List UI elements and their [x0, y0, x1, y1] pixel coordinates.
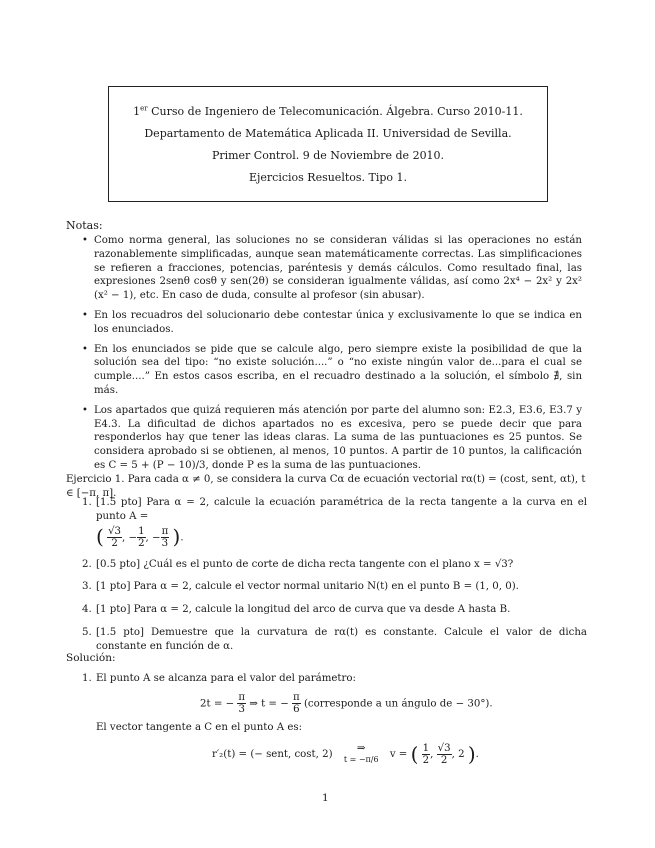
fraction: $\frac{√3}{2}$ — [437, 742, 451, 766]
fraction: $\frac{\pi}{3}$ — [161, 525, 169, 549]
header-ordinal: 1 — [133, 104, 141, 118]
exercise-item — [82, 558, 587, 572]
right-paren: ) — [467, 742, 476, 766]
right-paren: ) — [172, 524, 181, 549]
exercise-item-text: [1.5 pto] Para α = 2, calcule la ecuación paramétrica de la recta tangente a la curva en el punto A = — [96, 497, 587, 522]
exercise-item-number: 4. — [82, 604, 92, 616]
exercise-statement: Ejercicio 1. Para cada α ≠ 0, se considera la curva Cα de ecuación vectorial rα(t) = (cost, sent, αt), t ∈ [−π, π]. — [66, 474, 586, 499]
notes-list — [82, 234, 582, 479]
fraction: $\frac{\pi}{6}$ — [293, 692, 300, 715]
left-paren: ( — [410, 742, 419, 766]
solution-title: Solución: — [66, 652, 116, 664]
exercise-item-text: [0.5 pto] ¿Cuál es el punto de corte de dicha recta tangente con el plano x = √3? — [96, 558, 514, 570]
header-department-line: Departamento de Matemática Aplicada II. Universidad de Sevilla. — [144, 126, 512, 140]
left-paren: ( — [96, 524, 104, 549]
exercise-item — [82, 580, 587, 594]
solution-item — [82, 672, 587, 686]
exercise-item-number: 1. — [82, 497, 92, 508]
fraction: $\frac{1}{2}$ — [138, 525, 145, 549]
equation-text: 2t = − — [200, 698, 235, 710]
equation-text: 2 — [458, 749, 465, 760]
exercise-item-text: [1 pto] Para α = 2, calcule la longitud del arco de curva que va desde A hasta B. — [96, 604, 511, 616]
header-course-line — [133, 105, 523, 118]
header-ordinal-sup: er — [140, 103, 148, 112]
equation-text: v = — [389, 749, 408, 760]
solution-item-number: 1. — [82, 673, 92, 684]
exercise-item — [82, 603, 587, 617]
exercise-item-text: [1 pto] Para α = 2, calcule el vector normal unitario N(t) en el punto B = (1, 0, 0). — [96, 581, 519, 593]
tangent-vector-text: El vector tangente a C en el punto A es: — [96, 722, 303, 733]
page-number: 1 — [322, 792, 329, 804]
exercise-items — [82, 496, 587, 663]
parameter-equation — [200, 692, 493, 715]
header-type-line: Ejercicios Resueltos. Tipo 1. — [248, 170, 408, 184]
implies-with-condition: ⇒ t = −π/6 — [343, 743, 379, 764]
header-box — [108, 86, 548, 202]
header-exam-line: Primer Control. 9 de Noviembre de 2010. — [211, 148, 445, 162]
fraction: $\frac{√3}{2}$ — [108, 525, 122, 549]
exercise-item-text: [1.5 pto] Demuestre que la curvatura de rα(t) es constante. Calcule el valor de dicha constante en función de α. — [96, 626, 587, 652]
tangent-vector-equation: r′₂(t) = (− sent, cost, 2) ⇒ t = −π/6 v = ( $\frac{1}{2}$ , $\frac{√3}{2}$ , 2 ). — [212, 742, 479, 766]
note-item: • En los enunciados se pide que se calcule algo, pero siempre existe la posibilidad de que la solución sea del tipo: “no existe solución....” o “no existe ningún valor de...para el cual se cumple....” En estos casos escriba, en el recuadro destinado a la solución, el símbolo ∄, sin más. — [82, 343, 582, 398]
equation-text: (corresponde a un ángulo de − 30°). — [303, 698, 493, 710]
solution-item-text: El punto A se alcanza para el valor del parámetro: — [96, 673, 356, 684]
notes-title: Notas: — [66, 219, 103, 232]
exercise-item-number: 2. — [82, 558, 92, 570]
note-item: • Los apartados que quizá requieren más atención por parte del alumno son: E2.3, E3.6, E3.7 y E4.3. La dificultad de dichos apartados no es excesiva, pero se puede decir que para responderlos hay que tener las ideas claras. La suma de las puntuaciones es 25 puntos. Se considera aprobado si se obtienen, al menos, 10 puntos. A partir de 10 puntos, la calificación es C = 5 + (P − 10)/3, donde P es la suma de las puntuaciones. — [82, 404, 582, 473]
equation-text: r′₂(t) = (− sent, cost, 2) — [212, 749, 333, 760]
exercise-item-number: 5. — [82, 626, 92, 638]
exercise-item-number: 3. — [82, 581, 92, 593]
header-course-text: Curso de Ingeniero de Telecomunicación. Álgebra. Curso 2010-11. — [147, 104, 523, 118]
note-item: • En los recuadros del solucionario debe contestar única y exclusivamente lo que se indica en los enunciados. — [82, 309, 582, 337]
fraction: $\frac{1}{2}$ — [422, 742, 430, 766]
equation-text: ⇒ t = − — [249, 698, 289, 710]
exercise-item — [82, 626, 587, 654]
point-a-vector: ( $\frac{√3}{2}$ , − $\frac{1}{2}$ , − $\frac{\pi}{3}$ ). — [96, 524, 184, 549]
note-item: • Como norma general, las soluciones no se consideran válidas si las operaciones no están razonablemente simplificadas, aunque sean matemáticamente correctas. Las simplificaciones se refieren a fracciones, potencias, paréntesis y demás cálculos. Como resultado final, las expresiones 2senθ cosθ y sen(2θ) se consideran igualmente válidas, así como 2x⁴ − 2x² y 2x² (x² − 1), etc. En caso de duda, consulte al profesor (sin abusar). — [82, 234, 582, 303]
fraction: $\frac{\pi}{3}$ — [238, 692, 246, 715]
exercise-item — [82, 496, 587, 549]
